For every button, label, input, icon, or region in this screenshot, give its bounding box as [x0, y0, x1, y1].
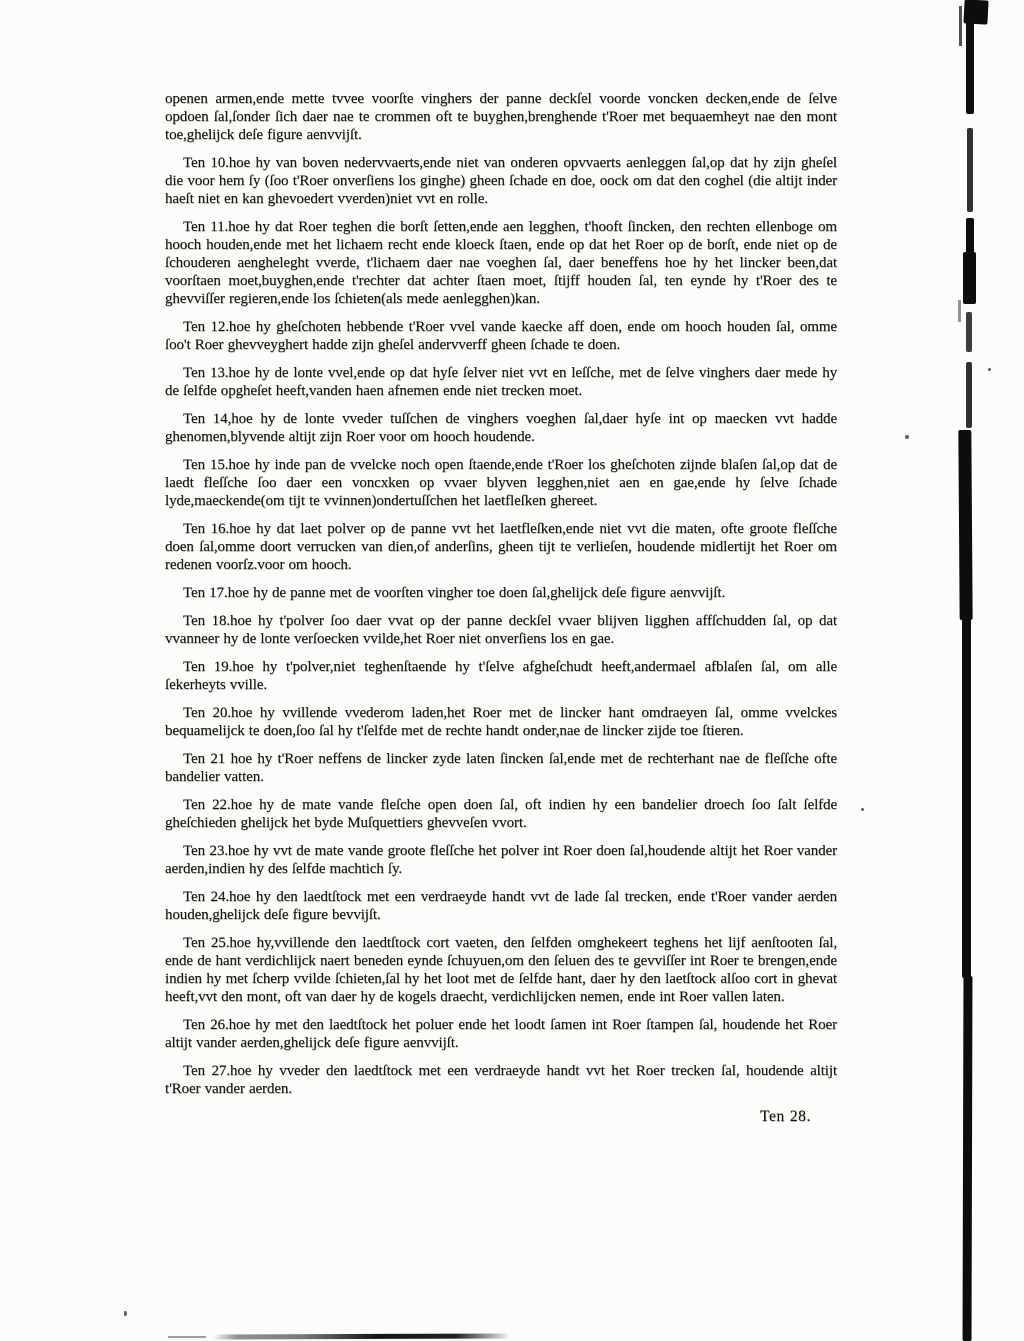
scan-speck [124, 1311, 127, 1316]
scan-noise-dashes [958, 300, 961, 322]
paragraph-ten-15: Ten 15.hoe hy inde pan de vvelcke noch open ſtaende,ende t'Roer los gheſchoten zijnde blaſen ſal,op dat de laedt fleſſche ſoo daer een voncxken op vvaer blyven legghen,niet aen en gae,ende hy ſelve ſchade lyde,maeckende(om tijt te vvinnen)ondertuſſchen het laetfleſken ghereet. [165, 457, 837, 509]
paragraph-ten-24: Ten 24.hoe hy den laedtſtock met een verdraeyde handt vvt de lade ſal trecken, ende t'Roer vander aerden houden,ghelijck deſe figure bevvijſt. [165, 889, 837, 923]
scan-gutter-segment [963, 976, 973, 1341]
paragraph-ten-13: Ten 13.hoe hy de lonte vvel,ende op dat hyſe ſelver niet vvt en leſſche, met de ſelve vinghers daer mede hy de ſelfde opgheſet heeft,vanden haen afnemen ende niet trecken moet. [165, 365, 837, 399]
paragraph-continuation: openen armen,ende mette tvvee voorſte vinghers der panne deckſel voorde voncken decken,ende de ſelve opdoen ſal,ſonder ſich daer nae te crommen oft te buyghen,brenghende t'Roer met bequaemheyt nae den mont toe,ghelijck deſe figure aenvvijſt. [165, 91, 837, 143]
paragraph-ten-26: Ten 26.hoe hy met den laedtſtock het poluer ende het loodt ſamen int Roer ſtampen ſal, houdende het Roer altijt vander aerden,ghelijck deſe figure aenvvijſt. [165, 1017, 837, 1051]
paragraph-ten-18: Ten 18.hoe hy t'polver ſoo daer vvat op der panne deckſel vvaer blijven ligghen affſchudden ſal, op dat vvanneer hy de lonte verſoecken vvilde,het Roer niet onverſiens los en gae. [165, 613, 837, 647]
paragraph-ten-20: Ten 20.hoe hy vvillende vvederom laden,het Roer met de lincker hant omdraeyen ſal, omme vvelckes bequamelijck te doen,ſoo ſal hy t'ſelfde met de rechte handt onder,nae de lincker zijde toe ſtieren. [165, 705, 837, 739]
scan-gutter-segment [966, 312, 972, 352]
scan-gutter-thick-blob [958, 430, 972, 620]
scan-gutter-segment [966, 18, 974, 114]
paragraph-ten-17: Ten 17.hoe hy de panne met de voorſten vingher toe doen ſal,ghelijck deſe figure aenvvijſt. [183, 585, 726, 601]
catchword: Ten 28. [760, 1108, 811, 1125]
paragraph-ten-25: Ten 25.hoe hy,vvillende den laedtſtock cort vaeten, den ſelfden omghekeert teghens het lijf aenſtooten ſal, ende de hant verdichlijck naert beneden eynde ſchuyuen,om den ſeluen des te gevviſſer int Roer te brengen,ende indien hy met ſcherp vvilde ſchieten,ſal hy het loot met de ſelfde hant, daer hy den laetſtock alſoo cort in ghevat heeft,vvt den mont, oft van daer hy de kogels draecht, verdichlijcken nemen, ende int Roer vallen laten. [165, 935, 837, 1005]
paragraph-ten-12: Ten 12.hoe hy gheſchoten hebbende t'Roer vvel vande kaecke aff doen, ende om hooch houden ſal, omme ſoo't Roer ghevveyghert hadde zijn gheſel andervverff gheen ſchade te doen. [165, 319, 837, 353]
scan-speck [988, 368, 991, 371]
scan-speck [905, 435, 909, 439]
text-column [165, 90, 837, 1126]
catchword-row [165, 1108, 837, 1126]
paragraph-ten-10: Ten 10.hoe hy van boven nedervvaerts,ende niet van onderen opvvaerts aenleggen ſal,op dat hy zijn gheſel die voor hem ſy (ſoo t'Roer onverſiens los ginghe) gheen ſchade en doe, oock om dat den coghel (die altijt inder haeſt niet en kan ghevoedert vverden)niet vvt en rolle. [165, 155, 837, 207]
paragraph-ten-14: Ten 14,hoe hy de lonte vveder tuſſchen de vinghers voeghen ſal,daer hyſe int op maecken vvt hadde ghenomen,blyvende altijt zijn Roer voor om hooch houdende. [165, 411, 837, 445]
paragraph-ten-27: Ten 27.hoe hy vveder den laedtſtock met een verdraeyde handt vvt het Roer trecken ſal, houdende altijt t'Roer vander aerden. [165, 1063, 837, 1097]
paragraph-ten-19: Ten 19.hoe hy t'polver,niet teghenſtaende hy t'ſelve afgheſchudt heeft,andermael afblaſen ſal, om alle ſekerheyts vville. [165, 659, 837, 693]
scan-gutter-segment [966, 362, 972, 428]
paragraph-ten-23: Ten 23.hoe hy vvt de mate vande groote fleſſche het polver int Roer doen ſal,houdende altijt het Roer vander aerden,indien hy des ſelfde machtich ſy. [165, 843, 837, 877]
paragraph-ten-16: Ten 16.hoe hy dat laet polver op de panne vvt het laetfleſken,ende niet vvt die maten, ofte groote fleſſche doen ſal,omme doort verrucken van dien,of anderſins, gheen tijt te verlieſen, houdende midlertijt het Roer om redenen voorſz.voor om hooch. [165, 521, 837, 573]
paragraph-ten-22: Ten 22.hoe hy de mate vande fleſche open doen ſal, oft indien hy een bandelier droech ſoo ſalt ſelfde gheſchieden ghelijck het byde Muſquettiers ghevveſen vvort. [165, 797, 837, 831]
scan-gutter-segment [962, 618, 971, 978]
scan-speck [861, 808, 864, 811]
scan-gutter-segment [963, 252, 976, 304]
scan-bottom-edge-line [213, 1333, 509, 1339]
scan-gutter-segment [967, 128, 973, 212]
paragraph-ten-11: Ten 11.hoe hy dat Roer teghen die borſt ſetten,ende aen legghen, t'hooft ſincken, den rechten ellenboge om hooch houden,ende met het lichaem recht ende kloeck ſtaen, ende op dat het Roer op de borſt, ende niet op de ſchouderen aengheleght vverde, t'lichaem daer nae voeghen ſal, daer beneffens hoe hy het lincker been,dat voorſtaen moet,buyghen,ende t'rechter dat achter ſtaen moet, ſtijff houden ſal, ten eynde hy t'Roer des te ghevviſſer regieren,ende los ſchieten(als mede aenlegghen)kan. [165, 219, 837, 307]
scan-noise-dashes [959, 6, 962, 46]
paragraph-ten-21: Ten 21 hoe hy t'Roer neffens de lincker zyde laten ſincken ſal,ende met de rechterhant nae de fleſſche ofte bandelier vatten. [165, 751, 837, 785]
scan-bottom-edge-dash [168, 1336, 206, 1338]
